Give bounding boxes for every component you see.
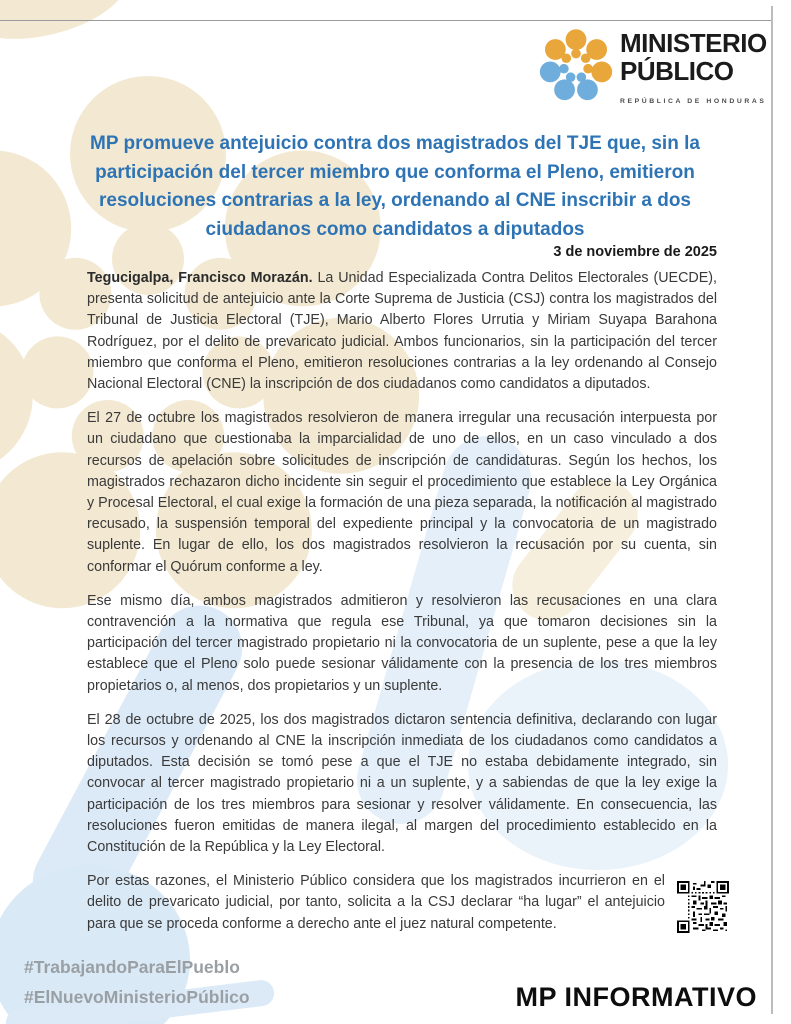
article-title: MP promueve antejuicio contra dos magistrados del TJE que, sin la participación del tercer miembro que conforma el Pleno, emitieron resoluciones contrarias a la ley, ordenando al CNE inscribir a dos ciudadanos como candidatos a diputados xyxy=(90,133,700,240)
top-border-rule xyxy=(0,20,772,21)
dateline: Tegucigalpa, Francisco Morazán. xyxy=(87,270,313,286)
qr-code-icon xyxy=(677,881,729,933)
brand-tagline: REPÚBLICA DE HONDURAS xyxy=(620,98,767,105)
brand-block xyxy=(620,29,767,116)
right-border-rule xyxy=(771,6,773,1014)
body-paragraph-1 xyxy=(87,268,717,395)
watermark-beige-corner xyxy=(0,0,137,54)
footer-hashtags xyxy=(24,952,250,1012)
body-paragraph-4: El 28 de octubre de 2025, los dos magistrados dictaron sentencia definitiva, declarando con lugar los recursos y ordenando al CNE la inscripción inmediata de los ciudadanos como candidatos a diputados. Esta decisión se tomó pese a que el TJE no estaba debidamente integrado, sin convocar al tercer magistrado propietario ni a un suplente, y a sabiendas de que la ley exige la participación de los tres miembros para sesionar y resolver válidamente. En consecuencia, las resoluciones fueron emitidas de manera ilegal, al margen del procedimiento establecido en la Constitución de la República y la Ley Electoral. xyxy=(87,711,717,856)
brand-name-line2: PÚBLICO xyxy=(620,56,734,86)
body-paragraph-3: Ese mismo día, ambos magistrados admitieron y resolvieron las recusaciones en una clara contravención a la normativa que regula ese Tribunal, ya que tomaron decisiones sin la participación del tercer magistrado propietario ni la convocatoria de un suplente, pese a que la ley establece que el Pleno solo puede sesionar válidamente con la presencia de los tres miembros propietarios o, al menos, dos propietarios y un suplente. xyxy=(87,592,717,694)
article-date: 3 de noviembre de 2025 xyxy=(553,244,717,260)
paragraph-text: La Unidad Especializada Contra Delitos Electorales (UECDE), presenta solicitud de antejuicio ante la Corte Suprema de Justicia (CSJ) contra los magistrados del Tribunal de Justicia Electoral (TJE), Mario Alberto Flores Urrutia y Miriam Suyapa Barahona Rodríguez, por el delito de prevaricato judicial. Ambos funcionarios, sin la participación del tercer miembro que conforma el Pleno, emitieron resoluciones contrarias a la ley ordenando al Consejo Nacional Electoral (CNE) la inscripción de dos ciudadanos como candidatos a diputados. xyxy=(87,270,717,393)
brand-name-line1: MINISTERIO xyxy=(620,28,767,58)
paragraph-text: Por estas razones, el Ministerio Público considera que los magistrados incurrieron en el delito de prevaricato judicial, por tanto, solicita a la CSJ declarar “ha lugar” el antejuicio para que se proceda conforme a derecho ante el juez natural competente. xyxy=(87,873,665,932)
hashtag-trabajando: #TrabajandoParaElPueblo xyxy=(24,957,240,977)
footer-brand: MP INFORMATIVO xyxy=(515,982,757,1012)
body-paragraph-2: El 27 de octubre los magistrados resolvieron de manera irregular una recusación interpuesta por un ciudadano que cuestionaba la imparcialidad de uno de ellos, en un caso vinculado a dos recursos de apelación sobre solicitudes de inscripción de candidaturas. Según los hechos, los magistrados rechazaron dicho incidente sin seguir el procedimiento que establece la Ley Orgánica y Procesal Electoral, el cual exige la formación de una pieza separada, la notificación al magistrado recusado, la suspensión temporal del expediente principal y la convocatoria de un magistrado suplente. En lugar de ello, los dos magistrados resolvieron la recusación por su cuenta, sin conformar el Quórum conforme a ley. xyxy=(87,410,717,575)
article-body xyxy=(87,268,717,948)
body-paragraph-5 xyxy=(87,871,717,935)
hashtag-nuevo-mp: #ElNuevoMinisterioPúblico xyxy=(24,987,250,1007)
ministerio-publico-logo-icon xyxy=(536,26,616,106)
